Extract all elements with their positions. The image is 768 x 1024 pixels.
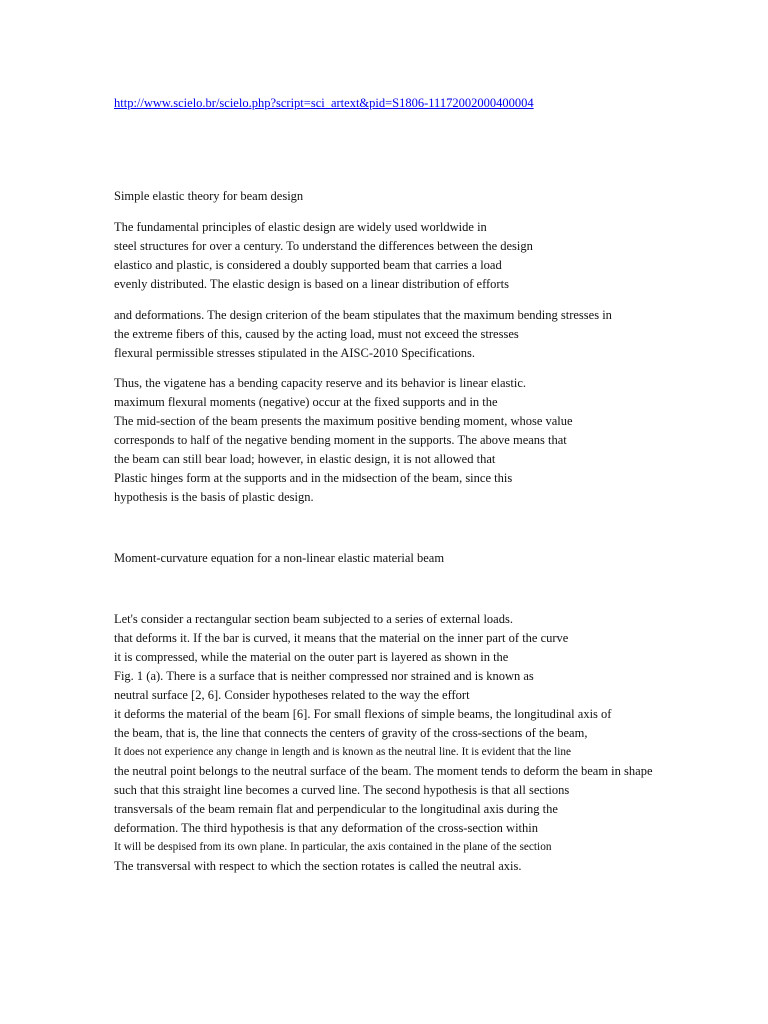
text-line: evenly distributed. The elastic design is based on a linear distribution of efforts bbox=[114, 277, 509, 291]
text-line: flexural permissible stresses stipulated in the AISC-2010 Specifications. bbox=[114, 346, 476, 360]
text-line: such that this straight line becomes a curved line. The second hypothesis is that all sections bbox=[114, 783, 570, 797]
text-line: it is compressed, while the material on the outer part is layered as shown in the bbox=[114, 650, 509, 664]
text-line: Fig. 1 (a). There is a surface that is neither compressed nor strained and is known as bbox=[114, 669, 534, 683]
text-line: the extreme fibers of this, caused by the acting load, must not exceed the stresses bbox=[114, 327, 519, 341]
text-line: and deformations. The design criterion of the beam stipulates that the maximum bending stresses in bbox=[114, 308, 612, 322]
text-line: Plastic hinges form at the supports and in the midsection of the beam, since this bbox=[114, 471, 513, 485]
text-line: The transversal with respect to which the section rotates is called the neutral axis. bbox=[114, 859, 522, 873]
text-line: deformation. The third hypothesis is that any deformation of the cross-section within bbox=[114, 821, 538, 835]
text-line: The mid-section of the beam presents the maximum positive bending moment, whose value bbox=[114, 414, 573, 428]
text-line: maximum flexural moments (negative) occur at the fixed supports and in the bbox=[114, 395, 498, 409]
text-line: transversals of the beam remain flat and perpendicular to the longitudinal axis during the bbox=[114, 802, 558, 816]
paragraph bbox=[114, 218, 533, 294]
text-line: Thus, the vigatene has a bending capacity reserve and its behavior is linear elastic. bbox=[114, 376, 526, 390]
text-line: corresponds to half of the negative bending moment in the supports. The above means that bbox=[114, 433, 567, 447]
source-link[interactable]: http://www.scielo.br/scielo.php?script=sci_artext&pid=S1806-11172002000400004 bbox=[114, 96, 534, 110]
text-line: hypothesis is the basis of plastic design. bbox=[114, 490, 314, 504]
text-line: the neutral point belongs to the neutral surface of the beam. The moment tends to deform the beam in shape bbox=[114, 764, 653, 778]
text-line: Let's consider a rectangular section beam subjected to a series of external loads. bbox=[114, 612, 513, 626]
text-line: it deforms the material of the beam [6]. For small flexions of simple beams, the longitudinal axis of bbox=[114, 707, 612, 721]
text-line: steel structures for over a century. To understand the differences between the design bbox=[114, 239, 533, 253]
text-line: The fundamental principles of elastic design are widely used worldwide in bbox=[114, 220, 487, 234]
paragraph bbox=[114, 374, 573, 507]
text-line: neutral surface [2, 6]. Consider hypotheses related to the way the effort bbox=[114, 688, 470, 702]
text-line: the beam can still bear load; however, in elastic design, it is not allowed that bbox=[114, 452, 496, 466]
text-line: elastico and plastic, is considered a doubly supported beam that carries a load bbox=[114, 258, 502, 272]
text-line: that deforms it. If the bar is curved, it means that the material on the inner part of the curve bbox=[114, 631, 569, 645]
text-line: the beam, that is, the line that connects the centers of gravity of the cross-sections of the beam, bbox=[114, 726, 588, 740]
section-title: Simple elastic theory for beam design bbox=[114, 189, 304, 203]
paragraph bbox=[114, 610, 653, 876]
text-line: It will be despised from its own plane. In particular, the axis contained in the plane of the section bbox=[114, 841, 552, 853]
text-line: It does not experience any change in length and is known as the neutral line. It is evident that the line bbox=[114, 746, 572, 758]
paragraph bbox=[114, 306, 612, 363]
section-title: Moment-curvature equation for a non-linear elastic material beam bbox=[114, 551, 445, 565]
